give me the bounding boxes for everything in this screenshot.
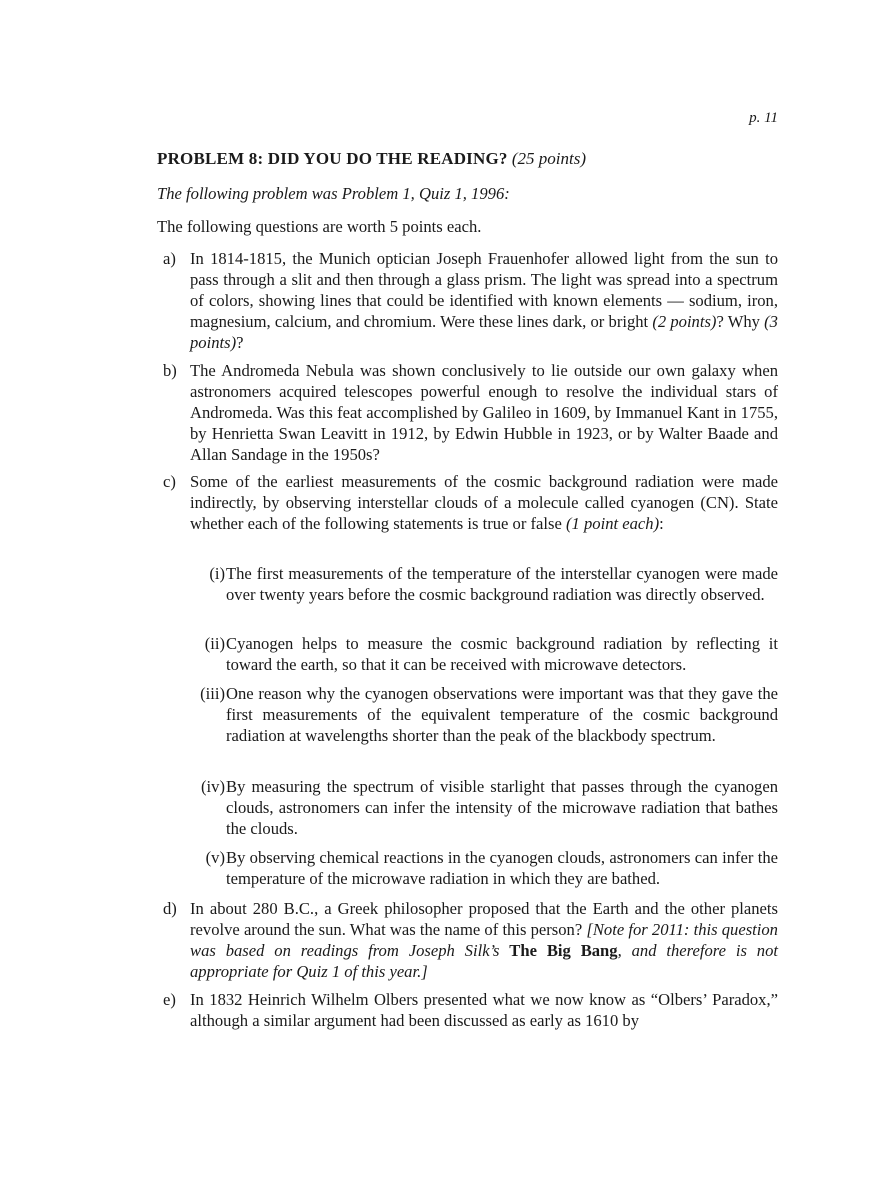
- question-label: a): [163, 249, 176, 268]
- subquestion-text: By observing chemical reactions in the cyanogen clouds, astronomers can infer the temperature of the microwave radiation in which they are bathed.: [226, 848, 778, 888]
- subquestion-text: Cyanogen helps to measure the cosmic background radiation by reflecting it toward the earth, so that it can be received with microwave detectors.: [226, 634, 778, 674]
- subquestion-label: (i): [209, 564, 225, 583]
- problem-heading: [157, 148, 778, 169]
- editor-note: , and therefore is not appropriate for Quiz 1 of this year.]: [190, 941, 779, 981]
- subquestion-iv: [190, 776, 778, 839]
- question-c: [157, 471, 778, 534]
- question-a: [157, 248, 778, 353]
- subquestion-iii: [190, 683, 778, 746]
- question-b: [157, 360, 778, 465]
- editor-note: [Note for 2011: this question was based on readings from Joseph Silk’s: [190, 920, 778, 960]
- subquestion-text: By measuring the spectrum of visible starlight that passes through the cyanogen clouds, astronomers can infer the intensity of the microwave radiation that bathes the clouds.: [226, 777, 778, 838]
- page-number: p. 11: [749, 110, 778, 126]
- problem-title: PROBLEM 8: DID YOU DO THE READING?: [157, 149, 508, 168]
- question-e: [157, 989, 778, 1031]
- question-label: b): [163, 361, 177, 380]
- points-note: (2 points): [652, 312, 717, 331]
- points-note: (1 point each): [566, 514, 660, 533]
- subquestion-label: (v): [205, 848, 225, 867]
- question-text: In about 280 B.C., a Greek philosopher proposed that the Earth and the other planets revolve around the sun. What was the name of this person? [Note for 2011: this question was based on readings from Joseph Silk’s The Big Bang, and therefore is not appropriate for Quiz 1 of this year.]: [190, 899, 779, 981]
- question-label: c): [163, 472, 176, 491]
- book-title: The Big Bang: [509, 941, 618, 960]
- question-label: d): [163, 899, 177, 918]
- question-text: Some of the earliest measurements of the cosmic background radiation were made indirectly, by observing interstellar clouds of a molecule called cyanogen (CN). State whether each of the following statements is true or false (1 point each):: [190, 472, 778, 533]
- subquestion-i: [190, 563, 778, 605]
- question-text: In 1832 Heinrich Wilhelm Olbers presented what we now know as “Olbers’ Paradox,” although a similar argument had been discussed as early as 1610 by: [190, 990, 778, 1030]
- question-text: The Andromeda Nebula was shown conclusively to lie outside our own galaxy when astronomers acquired telescopes powerful enough to resolve the individual stars of Andromeda. Was this feat accomplished by Galileo in 1609, by Immanuel Kant in 1755, by Henrietta Swan Leavitt in 1912, by Edwin Hubble in 1923, or by Walter Baade and Allan Sandage in the 1950s?: [190, 361, 778, 464]
- problem-intro: The following questions are worth 5 points each.: [157, 217, 482, 236]
- subquestion-label: (ii): [204, 634, 225, 653]
- subquestion-label: (iii): [200, 684, 225, 703]
- problem-points: (25 points): [511, 149, 586, 168]
- problem-source: The following problem was Problem 1, Quiz 1, 1996:: [157, 184, 510, 203]
- question-label: e): [163, 990, 176, 1009]
- subquestion-v: [190, 847, 778, 889]
- subquestion-label: (iv): [201, 777, 225, 796]
- points-note: (3 points): [190, 312, 778, 352]
- subquestion-text: One reason why the cyanogen observations were important was that they gave the first measurements of the equivalent temperature of the cosmic background radiation at wavelengths shorter than the peak of the blackbody spectrum.: [226, 684, 778, 745]
- subquestion-text: The first measurements of the temperature of the interstellar cyanogen were made over twenty years before the cosmic background radiation was directly observed.: [226, 564, 778, 604]
- question-text: In 1814-1815, the Munich optician Joseph Frauenhofer allowed light from the sun to pass through a slit and then through a glass prism. The light was spread into a spectrum of colors, showing lines that could be identified with known elements — sodium, iron, magnesium, calcium, and chromium. Were these lines dark, or bright (2 points)? Why (3 points)?: [190, 249, 778, 352]
- question-d: [157, 898, 778, 982]
- subquestion-ii: [190, 633, 778, 675]
